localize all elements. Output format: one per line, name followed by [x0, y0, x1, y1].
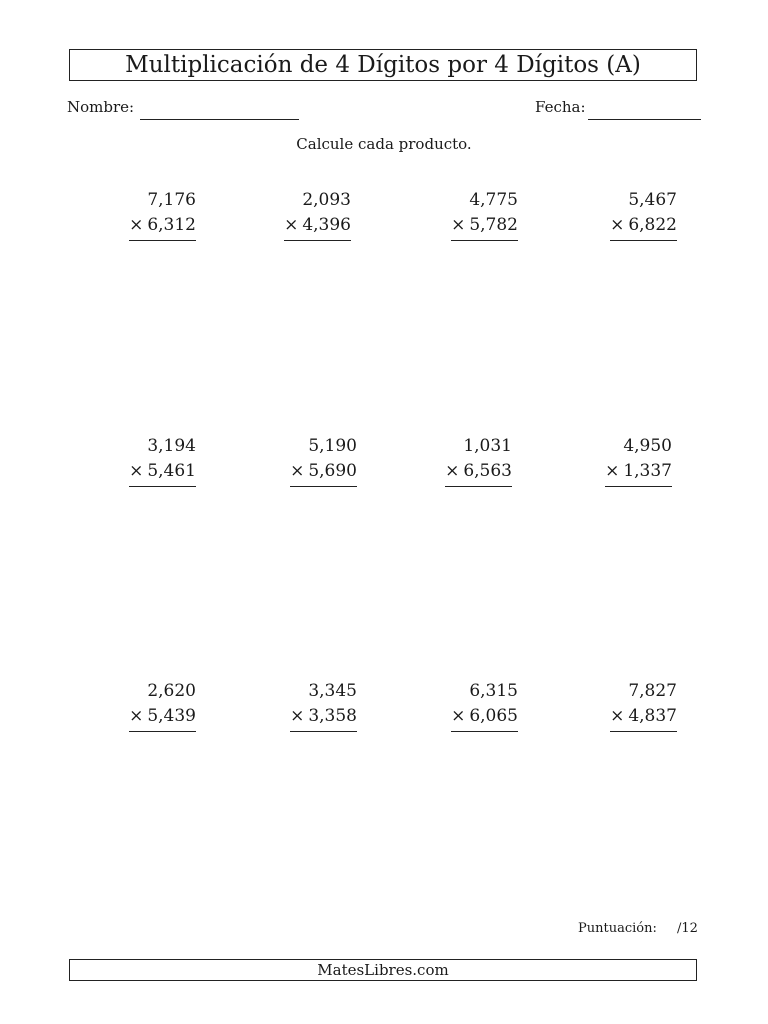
problem-top-number: 5,467 [628, 190, 677, 210]
times-sign: × [129, 215, 144, 235]
problem-bottom-number: 6,065 [469, 706, 518, 726]
problem-bottom-number: 6,312 [147, 215, 196, 235]
times-sign: × [129, 461, 144, 481]
problem-bottom-row [605, 459, 672, 487]
problem-bottom-number: 5,690 [308, 461, 357, 481]
name-label: Nombre: [67, 98, 135, 116]
problem-top-number: 4,775 [469, 190, 518, 210]
problem-bottom-number: 4,396 [302, 215, 351, 235]
times-sign: × [284, 215, 299, 235]
times-sign: × [290, 461, 305, 481]
instruction-text: Calcule cada producto. [296, 135, 472, 153]
worksheet-title: Multiplicación de 4 Dígitos por 4 Dígitos (A) [69, 49, 697, 81]
problem-2 [284, 188, 351, 241]
problem-bottom-number: 3,358 [308, 706, 357, 726]
name-line [140, 119, 299, 120]
problem-bottom-row [290, 704, 357, 732]
problem-top-number: 1,031 [463, 436, 512, 456]
problem-bottom-row [129, 704, 196, 732]
problem-bottom-number: 1,337 [623, 461, 672, 481]
problem-top-number: 7,176 [147, 190, 196, 210]
problem-1 [129, 188, 196, 241]
times-sign: × [129, 706, 144, 726]
problem-top-number: 2,620 [147, 681, 196, 701]
problem-9 [129, 679, 196, 732]
times-sign: × [610, 215, 625, 235]
problem-top-number: 3,194 [147, 436, 196, 456]
problem-top-number: 7,827 [628, 681, 677, 701]
date-line [588, 119, 701, 120]
problem-bottom-row [129, 213, 196, 241]
problem-10 [290, 679, 357, 732]
score-label: Puntuación: [578, 921, 657, 936]
times-sign: × [290, 706, 305, 726]
problem-8 [605, 434, 672, 487]
problem-bottom-row [129, 459, 196, 487]
problem-bottom-row [451, 704, 518, 732]
problem-top-number: 5,190 [308, 436, 357, 456]
problem-bottom-number: 6,563 [463, 461, 512, 481]
times-sign: × [451, 706, 466, 726]
date-label: Fecha: [535, 98, 586, 116]
footer-site-name: MatesLibres.com [69, 959, 697, 981]
times-sign: × [445, 461, 460, 481]
times-sign: × [605, 461, 620, 481]
problem-4 [610, 188, 677, 241]
problem-bottom-number: 5,439 [147, 706, 196, 726]
problem-bottom-row [284, 213, 351, 241]
times-sign: × [451, 215, 466, 235]
problem-bottom-number: 4,837 [628, 706, 677, 726]
problem-bottom-number: 6,822 [628, 215, 677, 235]
problem-top-number: 6,315 [469, 681, 518, 701]
problem-bottom-number: 5,782 [469, 215, 518, 235]
problem-3 [451, 188, 518, 241]
problem-top-number: 4,950 [623, 436, 672, 456]
problem-bottom-row [610, 213, 677, 241]
problem-6 [290, 434, 357, 487]
problem-top-number: 2,093 [302, 190, 351, 210]
problem-12 [610, 679, 677, 732]
problem-bottom-row [445, 459, 512, 487]
problem-top-number: 3,345 [308, 681, 357, 701]
problem-bottom-row [610, 704, 677, 732]
problem-5 [129, 434, 196, 487]
problem-bottom-row [290, 459, 357, 487]
problem-bottom-number: 5,461 [147, 461, 196, 481]
problem-7 [445, 434, 512, 487]
problem-11 [451, 679, 518, 732]
times-sign: × [610, 706, 625, 726]
problem-bottom-row [451, 213, 518, 241]
score-total: /12 [677, 921, 698, 936]
